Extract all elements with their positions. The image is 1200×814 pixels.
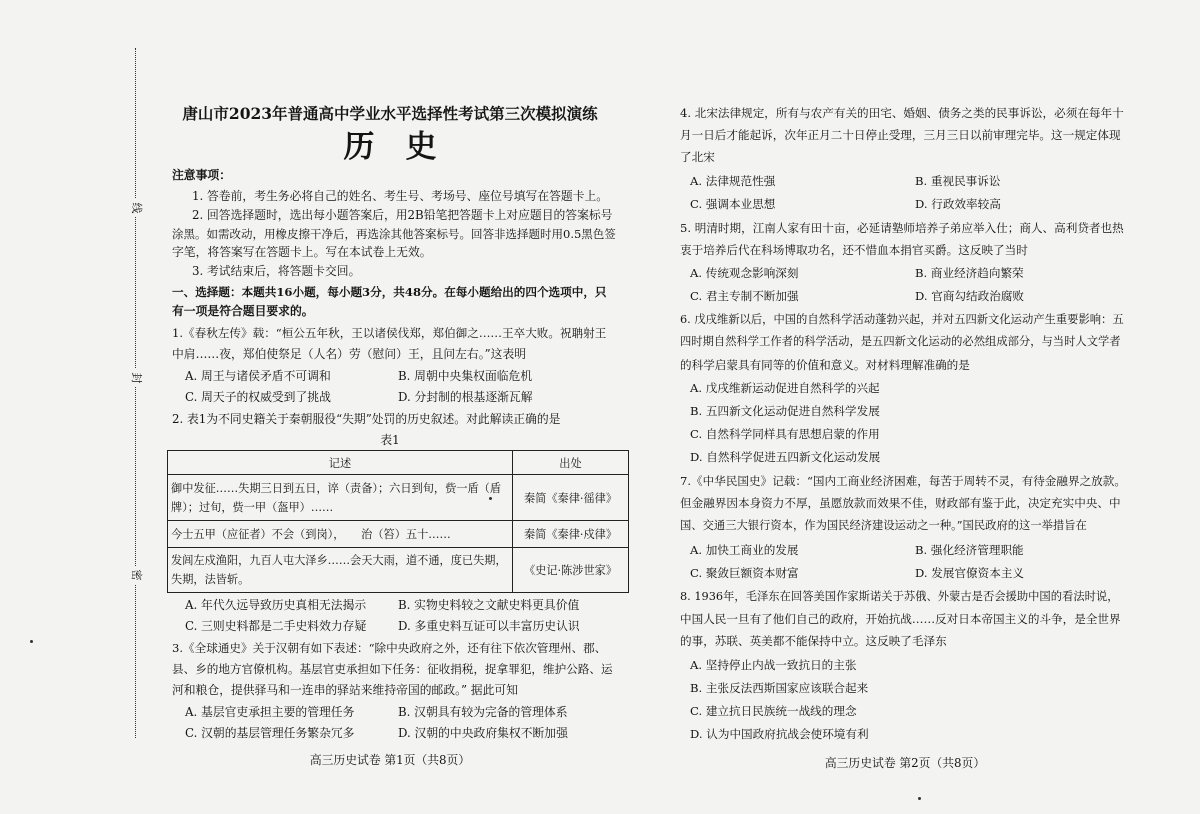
option: D. 官商勾结政治腐败 [915, 289, 1025, 303]
record-line: 牌）；过旬，赀一甲（盔甲）…… [171, 500, 334, 514]
table-row [168, 475, 629, 521]
question-stem-line: 中肩……夜，郑伯使祭足（人名）劳（慰问）王，且问左右。”这表明 [172, 347, 527, 361]
option: B. 周朝中央集权面临危机 [398, 369, 533, 383]
option: A. 年代久远导致历史真相无法揭示 [185, 598, 367, 612]
table-cell-record [168, 475, 513, 521]
question-stem-line: 的事，苏联、英美都不能保持中立。这反映了毛泽东 [680, 634, 947, 648]
record-line: 失期，法皆斩。 [171, 573, 250, 586]
option: D. 汉朝的中央政府集权不断加强 [398, 726, 568, 740]
option: D. 自然科学促进五四新文化运动发展 [690, 450, 881, 464]
option: C. 建立抗日民族统一战线的理念 [690, 704, 857, 718]
note-line: 3. 考试结束后，将答题卡交回。 [192, 264, 361, 278]
record-line: 今士五甲（应征者）不会（到岗）， 治（笞）五十…… [171, 527, 451, 541]
option: D. 行政效率较高 [915, 197, 1001, 211]
option: D. 发展官僚资本主义 [915, 566, 1025, 580]
question-stem-line: 3.《全球通史》关于汉朝有如下表述：“除中央政府之外，还有往下依次管理州、郡、 [172, 641, 607, 655]
option: D. 多重史料互证可以丰富历史认识 [398, 619, 580, 633]
record-line: 御中发征……失期三日到五日，谇（责备）；六日到旬，赀一盾（盾 [171, 481, 502, 495]
question-stem-line: 了北宋 [680, 150, 715, 164]
table-header-row [168, 451, 629, 475]
question-stem-line: 衷于培养后代在科场博取功名，还不惜血本捐官买爵。这反映了当时 [680, 243, 1028, 257]
scan-speck [30, 640, 33, 643]
option: B. 重视民事诉讼 [915, 174, 1001, 188]
exam-title: 唐山市2023年普通高中学业水平选择性考试第三次模拟演练 [182, 104, 598, 123]
question-stem-line: 2. 表1为不同史籍关于秦朝服役“失期”处罚的历史叙述。对此解读正确的是 [172, 412, 561, 426]
scan-speck [489, 497, 492, 500]
question-stem-line: 的科学启蒙具有同等的价值和意义。对材料理解准确的是 [680, 358, 970, 372]
option: B. 主张反法西斯国家应该联合起来 [690, 681, 869, 695]
question-stem-line: 1.《春秋左传》载：“桓公五年秋，王以诸侯伐郑，郑伯御之……王卒大败。祝聃射王 [172, 326, 607, 340]
scan-speck [918, 797, 921, 800]
option: C. 强调本业思想 [690, 197, 776, 211]
binding-mark-secret: 密 [127, 566, 145, 584]
question-stem-line: 但金融界因本身资力不厚，虽愿放款而效果不佳，财政部有鉴于此，决定充实中央、中 [680, 496, 1121, 510]
table-row [168, 548, 629, 593]
option: A. 坚持停止内战一致抗日的主张 [690, 658, 857, 672]
table-1 [167, 450, 629, 593]
question-stem-line: 5. 明清时期，江南人家有田十亩，必延请塾师培养子弟应举入仕；商人、高利贷者也热 [680, 221, 1124, 235]
table-cell-record [168, 548, 513, 593]
section-heading: 一、选择题：本题共16小题，每小题3分，共48分。在每小题给出的四个选项中，只 [172, 285, 607, 299]
binding-mark-seal: 封 [127, 369, 145, 387]
question-stem-line: 7.《中华民国史》记载：“国内工商业经济困难，每苦于周转不灵，有待金融界之放款。 [680, 474, 1126, 488]
section-heading: 有一项是符合题目要求的。 [172, 304, 314, 318]
note-line: 2. 回答选择题时，选出每小题答案后，用2B铅笔把答题卡上对应题目的答案标号 [192, 208, 613, 222]
table-cell-source: 《史记·陈涉世家》 [513, 548, 629, 593]
option: B. 实物史料较之文献史料更具价值 [398, 598, 580, 612]
question-stem-line: 四时期自然科学工作者的科学活动，是五四新文化运动的必然组成部分，与当时人文学者 [680, 335, 1121, 348]
page-footer: 高三历史试卷 第2页（共8页） [824, 756, 986, 770]
page-footer: 高三历史试卷 第1页（共8页） [309, 753, 471, 767]
question-stem-line: 国、交通三大银行资本，作为国民经济建设运动之一种。”国民政府的这一举措旨在 [680, 519, 1087, 532]
option: C. 周天子的权威受到了挑战 [185, 390, 331, 404]
question-stem-line: 月一日后才能起诉，次年正月二十日停止受理，三月三日以前审理完毕。这一规定体现 [680, 128, 1121, 142]
table-header-source: 出处 [513, 451, 629, 475]
option: C. 自然科学同样具有思想启蒙的作用 [690, 427, 880, 441]
notes-heading: 注意事项： [172, 168, 231, 182]
option: A. 加快工商业的发展 [690, 543, 799, 557]
table-cell-record [168, 521, 513, 548]
question-stem-line: 8. 1936年，毛泽东在回答美国作家斯诺关于苏俄、外蒙古是否会援助中国的看法时说， [680, 590, 1119, 603]
option: A. 基层官吏承担主要的管理任务 [185, 705, 355, 719]
option: A. 传统观念影响深刻 [690, 266, 799, 280]
option: D. 分封制的根基逐渐瓦解 [398, 390, 533, 404]
question-stem-line: 县、乡的地方官僚机构。基层官吏承担如下任务：征收捐税，捉拿罪犯，维护公路、运 [172, 662, 613, 676]
question-stem-line: 4. 北宋法律规定，所有与农产有关的田宅、婚姻、债务之类的民事诉讼，必须在每年十 [680, 106, 1124, 120]
question-stem-line: 河和粮仓，提供驿马和一连串的驿站来维持帝国的邮政。” 据此可知 [172, 683, 518, 697]
table-header-record: 记述 [168, 451, 513, 475]
option: A. 法律规范性强 [690, 174, 776, 188]
option: C. 汉朝的基层管理任务繁杂冗多 [185, 726, 355, 740]
note-line: 1. 答卷前，考生务必将自己的姓名、考生号、考场号、座位号填写在答题卡上。 [192, 189, 609, 203]
option: B. 五四新文化运动促进自然科学发展 [690, 404, 880, 418]
note-line: 涂黑。如需改动，用橡皮擦干净后，再选涂其他答案标号。回答非选择题时用0.5黑色签 [172, 227, 616, 241]
option: C. 聚敛巨额资本财富 [690, 566, 799, 580]
table-row [168, 521, 629, 548]
record-line: 发闾左戍渔阳，九百人屯大泽乡……会天大雨，道不通，度已失期， [171, 554, 507, 567]
table-cell-source: 秦简《秦律·戍律》 [513, 521, 629, 548]
question-stem-line: 中国人民一旦有了他们自己的政府，开始抗战……反对日本帝国主义的斗争，是全世界 [680, 612, 1121, 626]
option: A. 戊戌维新运动促进自然科学的兴起 [690, 381, 880, 395]
option: C. 三则史料都是二手史料效力存疑 [185, 619, 367, 633]
option: D. 认为中国政府抗战会使环境有利 [690, 727, 869, 741]
option: B. 强化经济管理职能 [915, 543, 1024, 557]
option: C. 君主专制不断加强 [690, 289, 799, 303]
option: A. 周王与诸侯矛盾不可调和 [185, 369, 331, 383]
binding-mark-line: 线 [127, 199, 145, 217]
binding-line [135, 48, 136, 738]
subject-title: 历 史 [343, 129, 437, 165]
question-stem-line: 6. 戊戌维新以后，中国的自然科学活动蓬勃兴起，并对五四新文化运动产生重要影响：五 [680, 313, 1124, 326]
table-caption: 表1 [380, 433, 400, 447]
option: B. 汉朝具有较为完备的管理体系 [398, 705, 568, 719]
table-cell-source: 秦简《秦律·徭律》 [513, 475, 629, 521]
option: B. 商业经济趋向繁荣 [915, 266, 1024, 280]
note-line: 字笔，将答案写在答题卡上。写在本试卷上无效。 [172, 245, 432, 259]
